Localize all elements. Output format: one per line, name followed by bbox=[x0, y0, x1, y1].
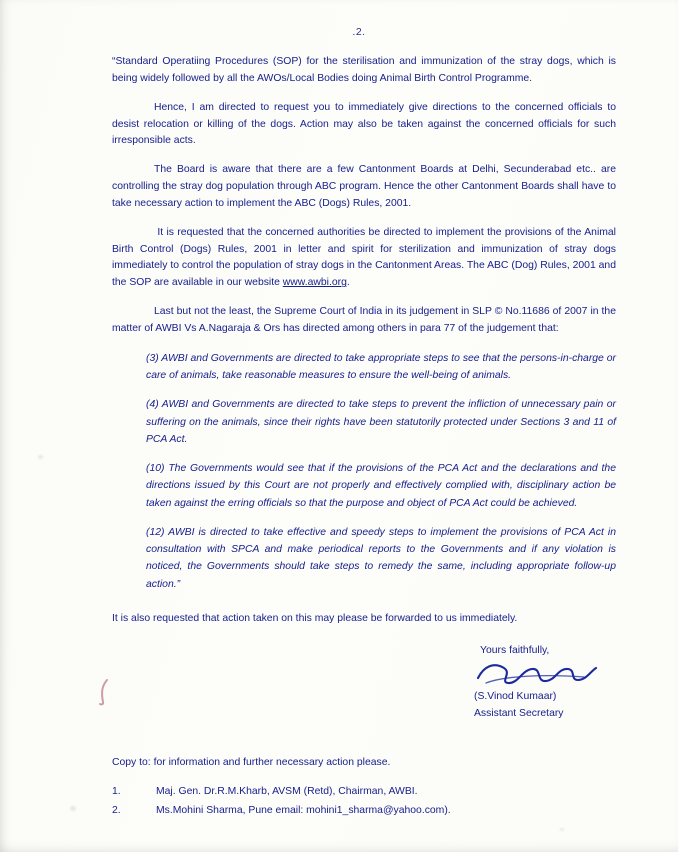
paragraph-sop-quote: “Standard Operatiing Procedures (SOP) for the sterilisation and immunization of the stray dogs, which is being widely followed by all the AWOs/Local Bodies doing Animal Birth Control Programme. bbox=[112, 56, 616, 84]
paragraph-abc-rules-request bbox=[112, 225, 616, 292]
list-item bbox=[112, 801, 616, 820]
quoted-paragraph-12: (12) AWBI is directed to take effective and speedy steps to implement the provisions of PCA Act in consultation with SPCA and make periodical reports to the Governments and if any violation is noticed, the Governments should take steps to remedy the same, including appropriate follow-up action.” bbox=[146, 526, 616, 590]
paragraph-cantonment-boards: The Board is aware that there are a few Cantonment Boards at Delhi, Secunderabad etc.. are controlling the stray dog population through ABC program. Hence the other Cantonment Boards shall have to take necessary action to implement the ABC (Dogs) Rules, 2001. bbox=[112, 164, 616, 209]
signatory-designation: Assistant Secretary bbox=[474, 708, 564, 720]
quoted-paragraph-10: (10) The Governments would see that if the provisions of the PCA Act and the declarations and the directions issued by this Court are not properly and effectively complied with, disciplinary action be taken against the erring officials so that the purpose and object of PCA Act could be achieved. bbox=[146, 463, 616, 509]
copy-to-heading: Copy to: for information and further necessary action please. bbox=[112, 756, 391, 768]
page-number: .2. bbox=[352, 26, 366, 38]
copy-to-list bbox=[112, 782, 616, 821]
quoted-judgement-block bbox=[146, 350, 616, 593]
handwritten-signature bbox=[474, 662, 616, 688]
scan-speck bbox=[38, 455, 43, 459]
list-item bbox=[112, 782, 616, 801]
pen-mark bbox=[96, 678, 112, 704]
website-link[interactable]: www.awbi.org bbox=[282, 277, 347, 289]
scan-speck bbox=[560, 828, 564, 831]
quoted-paragraph-3: (3) AWBI and Governments are directed to take appropriate steps to see that the persons-in-charge or care of animals, take reasonable measures to ensure the well-being of animals. bbox=[146, 352, 616, 382]
scan-speck bbox=[70, 806, 76, 811]
list-item-text: Maj. Gen. Dr.R.M.Kharb, AVSM (Retd), Chairman, AWBI. bbox=[156, 785, 418, 797]
paragraph-abc-rules-text: It is requested that the concerned authorities be directed to implement the provisions of the Animal Birth Control (Dogs) Rules, 2001 in letter and spirit for sterilization and immunization of stray dogs immediately to control the population of stray dogs in the Cantonment Areas. The ABC (Dog) Rules, 2001 and the SOP are available in our website bbox=[112, 226, 616, 289]
list-item-number: 1. bbox=[112, 785, 121, 797]
signature-salutation: Yours faithfully, bbox=[480, 644, 550, 656]
signatory-name: (S.Vinod Kumaar) bbox=[474, 690, 557, 702]
paragraph-directions: Hence, I am directed to request you to immediately give directions to the concerned officials to desist relocation or killing of the dogs. Action may also be taken against the concerned officials for such irresponsible acts. bbox=[112, 101, 616, 147]
list-item-number: 2. bbox=[112, 805, 121, 817]
quoted-paragraph-4: (4) AWBI and Governments are directed to take steps to prevent the infliction of unnecessary pain or suffering on the animals, since their rights have been statutorily protected under Sections 3 and 11 of PCA Act. bbox=[146, 399, 616, 445]
list-item-text: Ms.Mohini Sharma, Pune email: mohini1_sharma@yahoo.com). bbox=[156, 805, 451, 817]
signature-block bbox=[464, 642, 616, 723]
closing-request-line: It is also requested that action taken on this may please be forwarded to us immediately. bbox=[112, 613, 518, 624]
paragraph-supreme-court: Last but not the least, the Supreme Court of India in its judgement in SLP © No.11686 of 2007 in the matter of AWBI Vs A.Nagaraja & Ors has directed among others in para 77 of the judgement that: bbox=[112, 306, 616, 334]
website-trailing-punctuation: . bbox=[346, 277, 350, 289]
